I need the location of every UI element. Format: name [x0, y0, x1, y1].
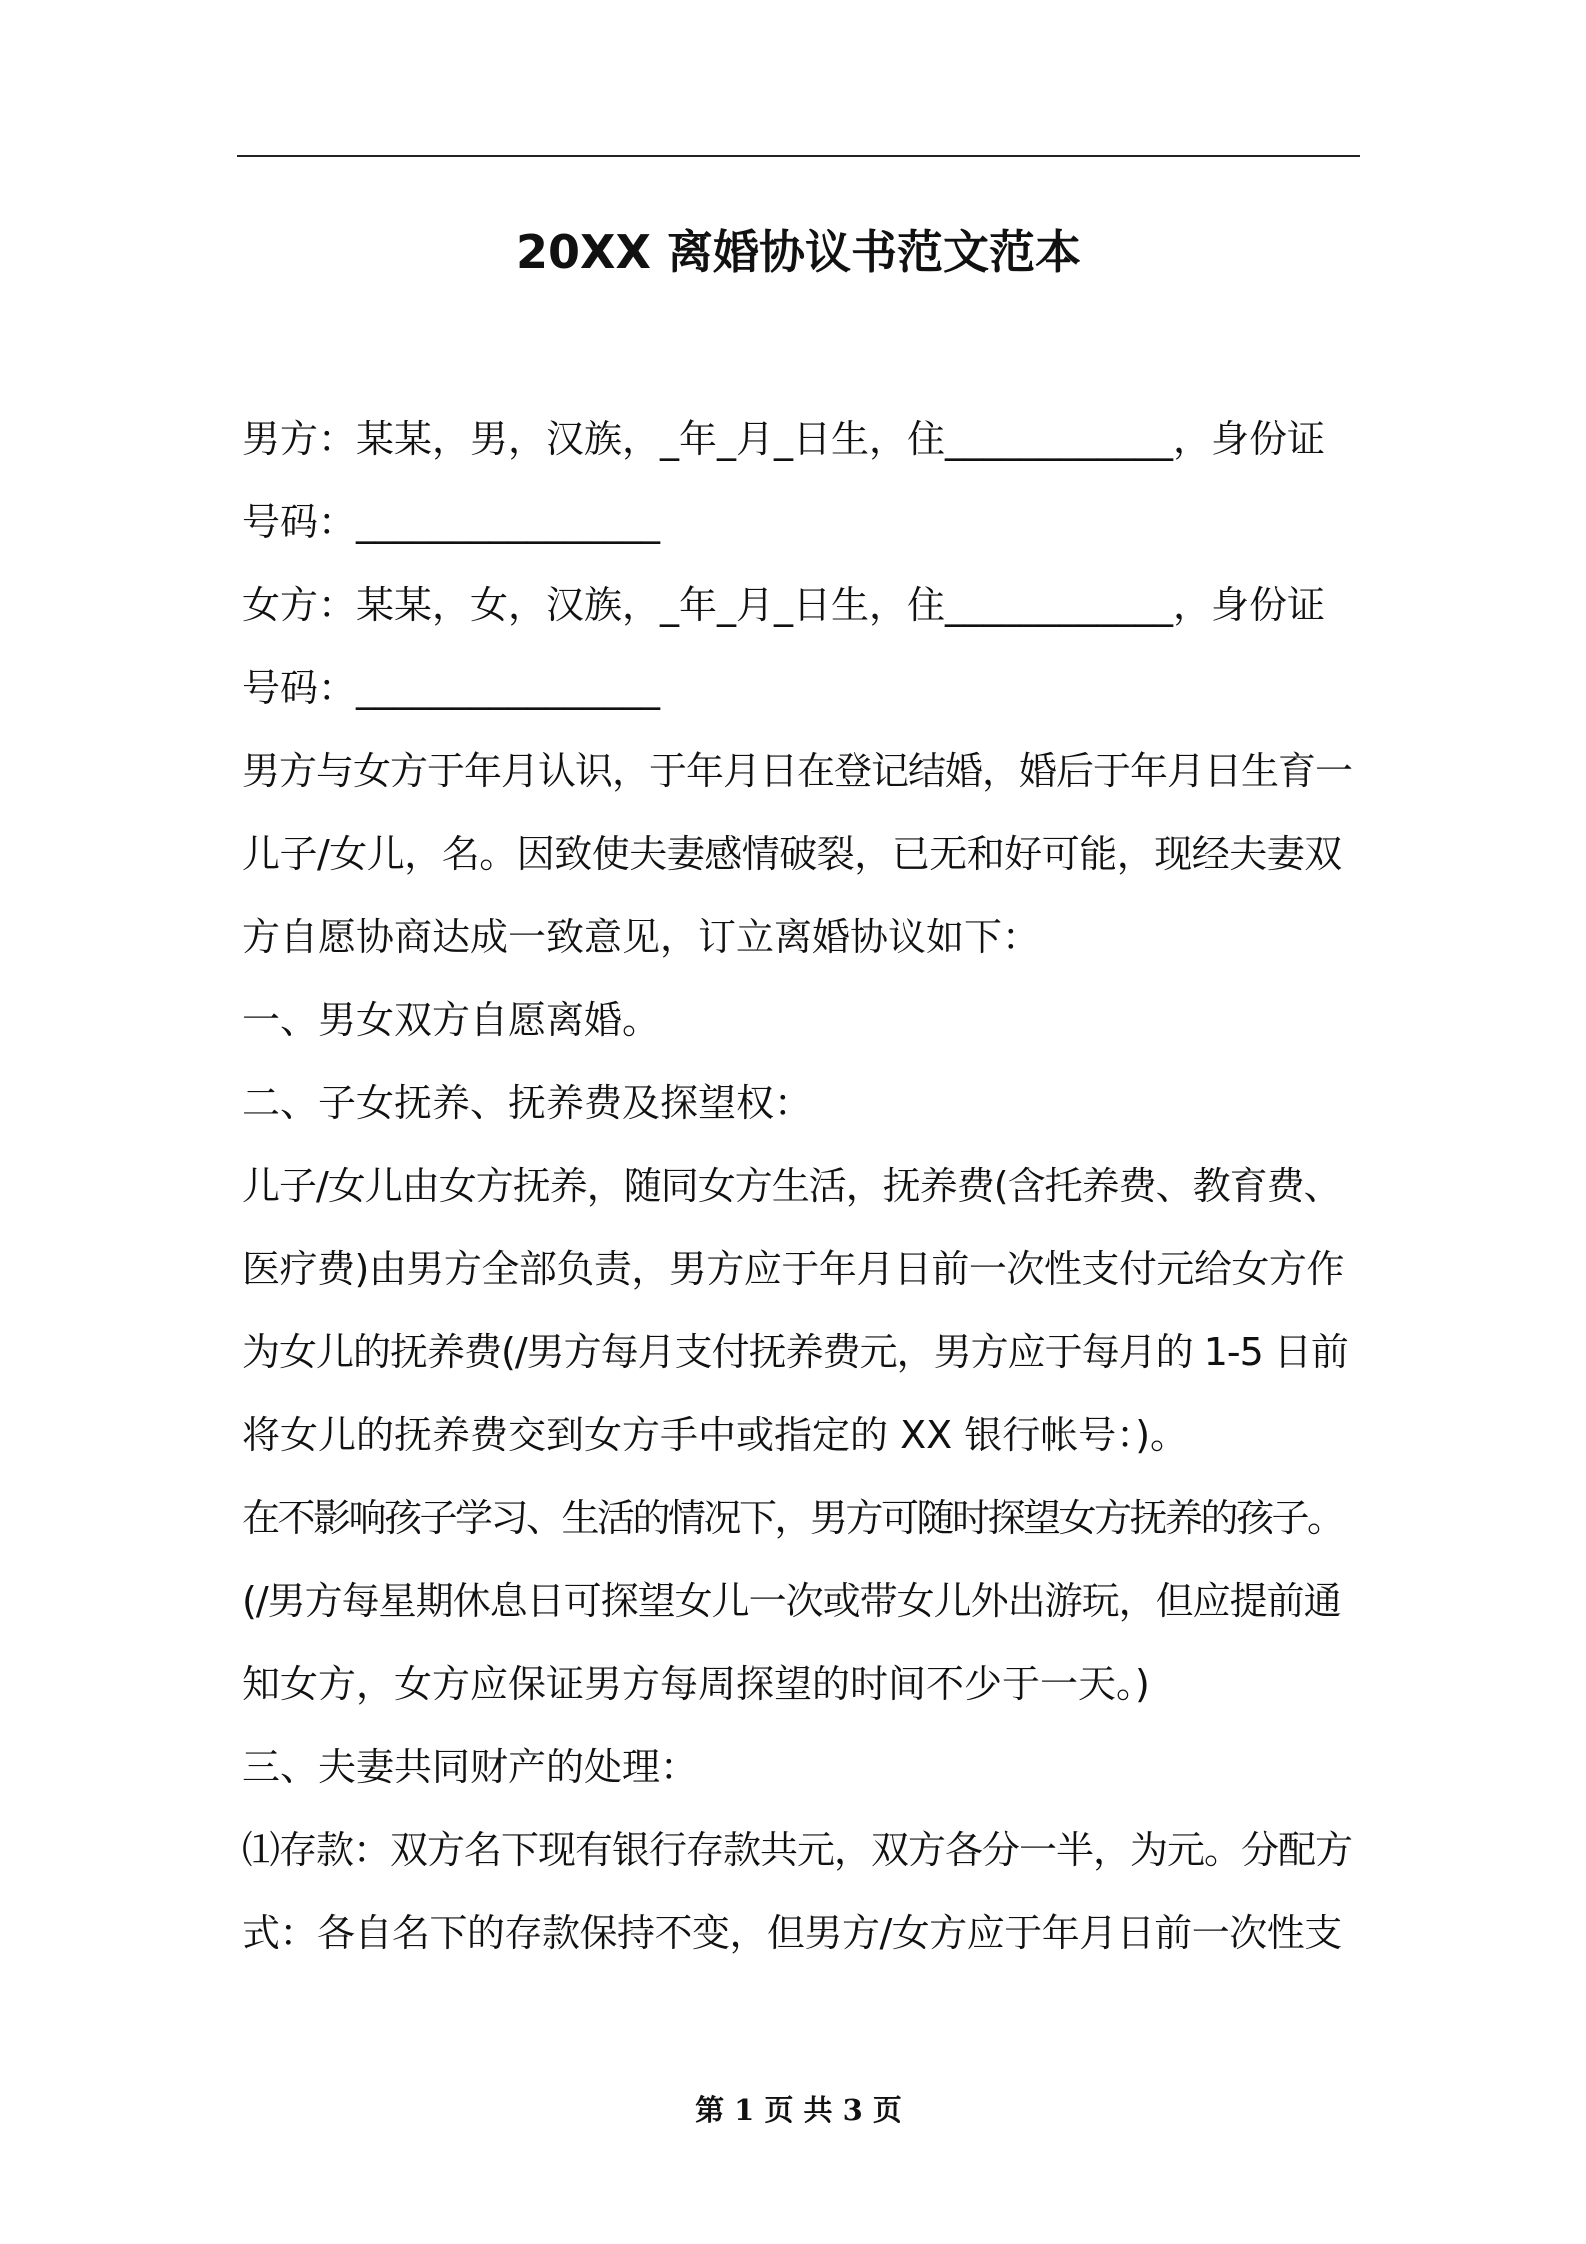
text-line: 一、男女双方自愿离婚。	[242, 998, 661, 1042]
text-line: 式：各自名下的存款保持不变，但男方/女方应于年月日前一次性支	[242, 1911, 1342, 1955]
text-line: 二、子女抚养、抚养费及探望权：	[242, 1081, 813, 1125]
document-title: 20XX 离婚协议书范文范本	[516, 225, 1081, 279]
text-line: ⑴存款：双方名下现有银行存款共元，双方各分一半，为元。分配方	[242, 1828, 1353, 1872]
text-line: 女方：某某，女，汉族，_年_月_日生，住____________，身份证	[242, 583, 1326, 627]
text-line: 男方与女方于年月认识，于年月日在登记结婚，婚后于年月日生育一	[242, 749, 1353, 793]
text-line: 号码：________________	[242, 666, 661, 710]
text-line: (/男方每星期休息日可探望女儿一次或带女儿外出游玩，但应提前通	[242, 1579, 1341, 1623]
text-line: 儿子/女儿，名。因致使夫妻感情破裂，已无和好可能，现经夫妻双	[242, 832, 1342, 876]
text-line: 方自愿协商达成一致意见，订立离婚协议如下：	[242, 915, 1041, 959]
text-line: 三、夫妻共同财产的处理：	[242, 1745, 699, 1789]
header-rule	[237, 155, 1360, 157]
document-body	[242, 398, 1354, 1975]
text-line: 男方：某某，男，汉族，_年_月_日生，住____________，身份证	[242, 417, 1326, 461]
text-line: 将女儿的抚养费交到女方手中或指定的 XX 银行帐号：)。	[242, 1413, 1189, 1457]
text-line: 为女儿的抚养费(/男方每月支付抚养费元，男方应于每月的 1-5 日前	[242, 1330, 1348, 1374]
text-line: 儿子/女儿由女方抚养，随同女方生活，抚养费(含托养费、教育费、	[242, 1164, 1341, 1208]
text-line: 知女方，女方应保证男方每周探望的时间不少于一天。)	[242, 1662, 1150, 1706]
text-line: 在不影响孩子学习、生活的情况下，男方可随时探望女方抚养的孩子。	[242, 1496, 1343, 1540]
page-number-footer: 第 1 页 共 3 页	[695, 2093, 902, 2127]
text-line: 医疗费)由男方全部负责，男方应于年月日前一次性支付元给女方作	[242, 1247, 1344, 1291]
text-line: 号码：________________	[242, 500, 661, 544]
